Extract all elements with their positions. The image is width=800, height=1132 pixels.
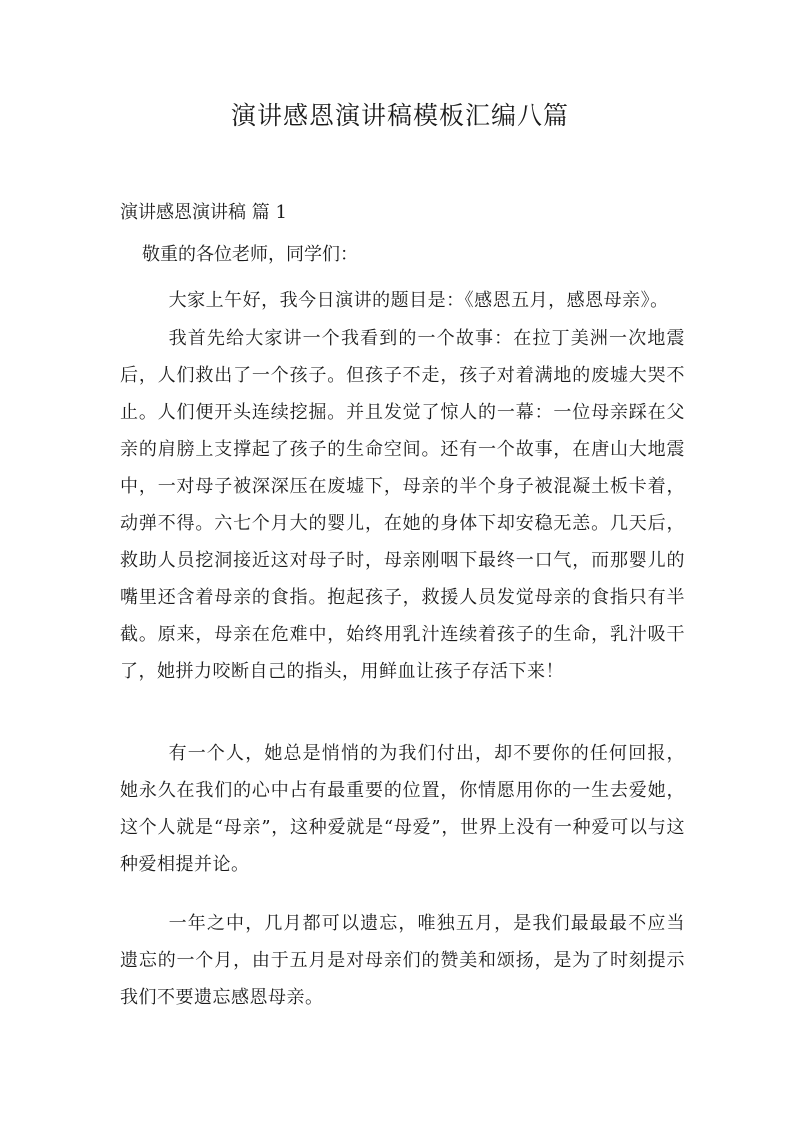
section-heading: 演讲感恩演讲稿 篇 1 xyxy=(120,202,287,223)
document-title: 演讲感恩演讲稿模板汇编八篇 xyxy=(230,101,569,130)
paragraph-1: 大家上午好，我今日演讲的题目是：《感恩五月，感恩母亲》。 xyxy=(168,290,669,311)
paragraph-2: 我首先给大家讲一个我看到的一个故事：在拉丁美洲一次地震后，人们救出了一个孩子。但孩子不走，孩子对着满地的废墟大哭不止。人们便开头连续挖掘。并且发觉了惊人的一幕：一位母亲踩在父亲的肩膀上支撑起了孩子的生命空间。还有一个故事，在唐山大地震中，一对母子被深深压在废墟下，母亲的半个身子被混凝土板卡着，动弹不得。六七个月大的婴儿，在她的身体下却安稳无恙。几天后，救助人员挖洞接近这对母子时，母亲刚咽下最终一口气，而那婴儿的嘴里还含着母亲的食指。抱起孩子，救援人员发觉母亲的食指只有半截。原来，母亲在危难中，始终用乳汁连续着孩子的生命，乳汁吸干了，她拼力咬断自己的指头，用鲜血让孩子存活下来！ xyxy=(120,328,685,682)
paragraph-3: 有一个人，她总是悄悄的为我们付出，却不要你的任何回报，她永久在我们的心中占有最重要的位置，你情愿用你的一生去爱她，这个人就是“母亲”，这种爱就是“母爱”，世界上没有一种爱可以与这种爱相提并论。 xyxy=(120,743,685,875)
salutation: 敬重的各位老师，同学们： xyxy=(142,244,358,265)
paragraph-4: 一年之中，几月都可以遗忘，唯独五月，是我们最最最不应当遗忘的一个月，由于五月是对母亲们的赞美和颂扬，是为了时刻提示我们不要遗忘感恩母亲。 xyxy=(120,913,685,1008)
